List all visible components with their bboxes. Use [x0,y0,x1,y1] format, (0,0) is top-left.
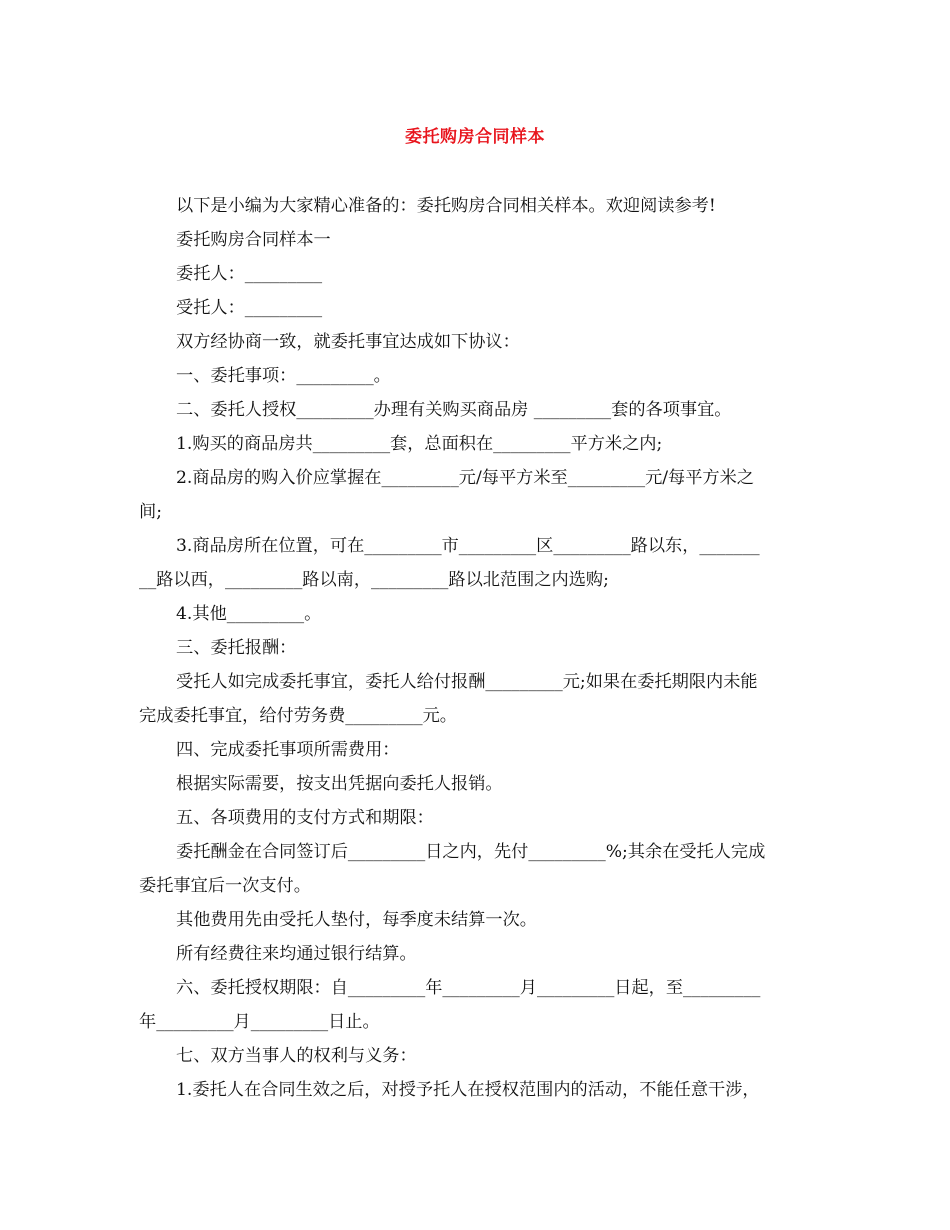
document-line: 委托人：_________ [176,264,323,284]
document-line: 委托事宜后一次支付。 [139,876,311,896]
document-line: 双方经协商一致，就委托事宜达成如下协议： [176,332,520,352]
document-line: 委托酬金在合同签订后_________日之内，先付_________%;其余在受托人完成 [176,842,766,862]
document-line: 五、各项费用的支付方式和期限： [176,808,434,828]
document-line: 六、委托授权期限：自_________年_________月_________日起，至_________ [176,978,761,998]
document-line: 完成委托事宜，给付劳务费_________元。 [139,706,457,726]
document-line: 七、双方当事人的权利与义务： [176,1046,417,1066]
document-line: 根据实际需要，按支出凭据向委托人报销。 [176,774,503,794]
document-line: 三、委托报酬： [176,638,297,658]
document-line: 一、委托事项：_________。 [176,366,391,386]
document-line: 所有经费往来均通过银行结算。 [176,944,417,964]
document-line: 2.商品房的购入价应掌握在_________元/每平方米至_________元/每平方米之 [176,468,754,488]
document-line: 委托购房合同样本一 [176,230,331,250]
document-line: 1.购买的商品房共_________套，总面积在_________平方米之内; [176,434,663,454]
document-line: 受托人：_________ [176,298,323,318]
document-line: 以下是小编为大家精心准备的：委托购房合同相关样本。欢迎阅读参考! [176,196,716,216]
document-line: 4.其他_________。 [176,604,322,624]
document-line: __路以西，_________路以南，_________路以北范围之内选购; [139,570,609,590]
document-body [139,189,815,1107]
document-line: 1.委托人在合同生效之后，对授予托人在授权范围内的活动，不能任意干涉， [176,1080,760,1100]
document-line: 四、完成委托事项所需费用： [176,740,400,760]
document-line: 受托人如完成委托事宜，委托人给付报酬_________元;如果在委托期限内未能 [176,672,758,692]
document-line: 年_________月_________日止。 [139,1012,380,1032]
document-line: 其他费用先由受托人垫付，每季度未结算一次。 [176,910,537,930]
document-title: 委托购房合同样本 [405,127,545,147]
document-line: 间; [139,502,162,522]
document-line: 二、委托人授权_________办理有关购买商品房 _________套的各项事宜。 [176,400,732,420]
document-line: 3.商品房所在位置，可在_________市_________区_________路以东，_______ [176,536,760,556]
